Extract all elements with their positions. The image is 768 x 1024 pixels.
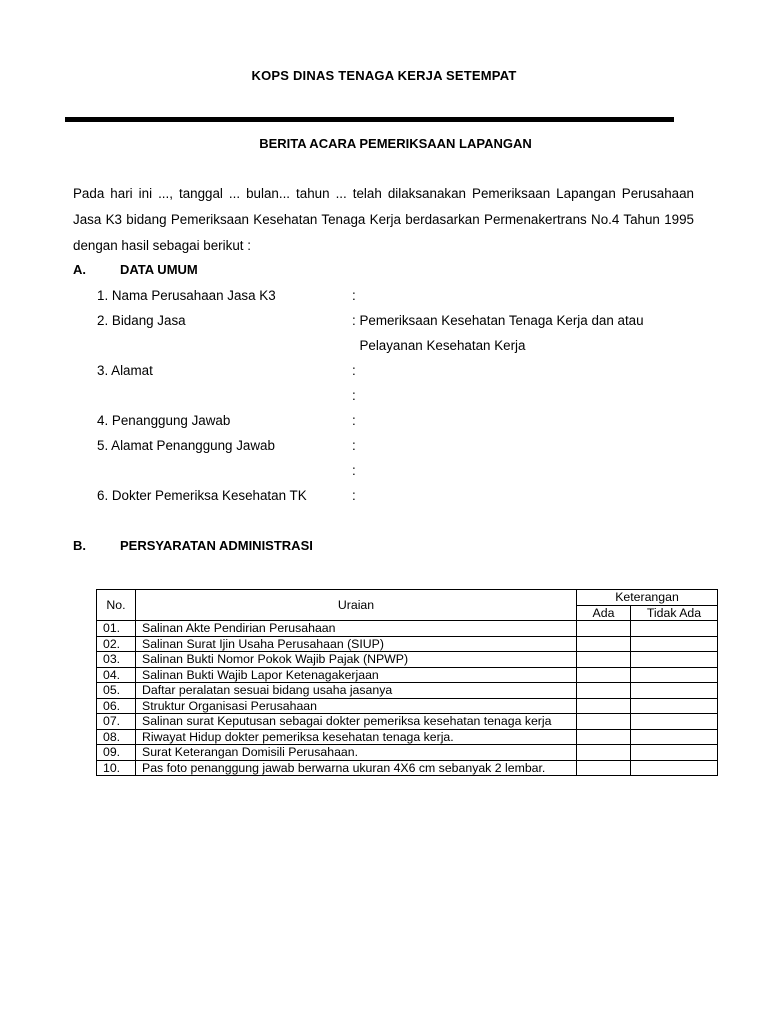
col-header-keterangan: Keterangan [577, 590, 718, 606]
col-header-tidak-ada: Tidak Ada [631, 605, 718, 621]
row-number: 04. [97, 667, 136, 683]
row-number: 02. [97, 636, 136, 652]
col-header-ada: Ada [577, 605, 631, 621]
section-b-title: PERSYARATAN ADMINISTRASI [120, 538, 313, 553]
table-row [97, 714, 718, 730]
header-divider [65, 117, 674, 122]
row-number: 10. [97, 760, 136, 776]
col-header-uraian: Uraian [136, 590, 577, 621]
field-label: 4. Penanggung Jawab [97, 413, 231, 428]
field-value: : [352, 363, 356, 378]
tidak-ada-cell [631, 729, 718, 745]
tidak-ada-cell [631, 760, 718, 776]
tidak-ada-cell [631, 636, 718, 652]
row-number: 05. [97, 683, 136, 699]
table-row [97, 760, 718, 776]
field-value: : Pemeriksaan Kesehatan Tenaga Kerja dan atau [352, 313, 644, 328]
table-row [97, 652, 718, 668]
row-uraian: Riwayat Hidup dokter pemeriksa kesehatan tenaga kerja. [136, 729, 577, 745]
row-uraian: Salinan surat Keputusan sebagai dokter pemeriksa kesehatan tenaga kerja [136, 714, 577, 730]
field-value: : [352, 438, 356, 453]
field-value: : [352, 413, 356, 428]
field-label: 2. Bidang Jasa [97, 313, 186, 328]
tidak-ada-cell [631, 621, 718, 637]
row-number: 03. [97, 652, 136, 668]
ada-cell [577, 667, 631, 683]
row-number: 06. [97, 698, 136, 714]
tidak-ada-cell [631, 698, 718, 714]
table-row [97, 729, 718, 745]
ada-cell [577, 745, 631, 761]
ada-cell [577, 683, 631, 699]
tidak-ada-cell [631, 745, 718, 761]
section-b-letter: B. [73, 538, 86, 553]
row-uraian: Salinan Bukti Wajib Lapor Ketenagakerjaan [136, 667, 577, 683]
ada-cell [577, 698, 631, 714]
field-value: : [352, 388, 356, 403]
section-a-letter: A. [73, 262, 86, 277]
row-uraian: Daftar peralatan sesuai bidang usaha jasanya [136, 683, 577, 699]
tidak-ada-cell [631, 683, 718, 699]
tidak-ada-cell [631, 714, 718, 730]
table-row [97, 745, 718, 761]
row-number: 09. [97, 745, 136, 761]
row-uraian: Salinan Bukti Nomor Pokok Wajib Pajak (NPWP) [136, 652, 577, 668]
table-row [97, 698, 718, 714]
field-value: : [352, 488, 356, 503]
document-title: BERITA ACARA PEMERIKSAAN LAPANGAN [259, 136, 532, 151]
intro-paragraph: Pada hari ini ..., tanggal ... bulan... tahun ... telah dilaksanakan Pemeriksaan Lapangan Perusahaan Jasa K3 bidang Pemeriksaan Kesehatan Tenaga Kerja berdasarkan Permenakertrans No.4 Tahun 1995 dengan hasil sebagai berikut : [73, 186, 694, 253]
ada-cell [577, 652, 631, 668]
ada-cell [577, 636, 631, 652]
section-a-heading [73, 262, 198, 277]
row-number: 08. [97, 729, 136, 745]
tidak-ada-cell [631, 652, 718, 668]
ada-cell [577, 760, 631, 776]
table-row [97, 667, 718, 683]
field-label: 3. Alamat [97, 363, 153, 378]
table-row [97, 621, 718, 637]
row-uraian: Salinan Surat Ijin Usaha Perusahaan (SIUP) [136, 636, 577, 652]
col-header-no: No. [97, 590, 136, 621]
row-uraian: Surat Keterangan Domisili Perusahaan. [136, 745, 577, 761]
row-number: 01. [97, 621, 136, 637]
ada-cell [577, 621, 631, 637]
row-number: 07. [97, 714, 136, 730]
field-value: : [352, 288, 356, 303]
table-header-row [97, 590, 718, 606]
field-label: 1. Nama Perusahaan Jasa K3 [97, 288, 276, 303]
section-a-title: DATA UMUM [120, 262, 198, 277]
kops-heading: KOPS DINAS TENAGA KERJA SETEMPAT [251, 68, 517, 83]
ada-cell [577, 729, 631, 745]
tidak-ada-cell [631, 667, 718, 683]
row-uraian: Pas foto penanggung jawab berwarna ukuran 4X6 cm sebanyak 2 lembar. [136, 760, 577, 776]
table-row [97, 636, 718, 652]
row-uraian: Salinan Akte Pendirian Perusahaan [136, 621, 577, 637]
field-value: Pelayanan Kesehatan Kerja [352, 338, 526, 353]
field-value: : [352, 463, 356, 478]
section-b-heading [73, 538, 313, 553]
row-uraian: Struktur Organisasi Perusahaan [136, 698, 577, 714]
field-label: 6. Dokter Pemeriksa Kesehatan TK [97, 488, 307, 503]
ada-cell [577, 714, 631, 730]
requirements-table [96, 589, 718, 776]
table-row [97, 683, 718, 699]
field-label: 5. Alamat Penanggung Jawab [97, 438, 275, 453]
